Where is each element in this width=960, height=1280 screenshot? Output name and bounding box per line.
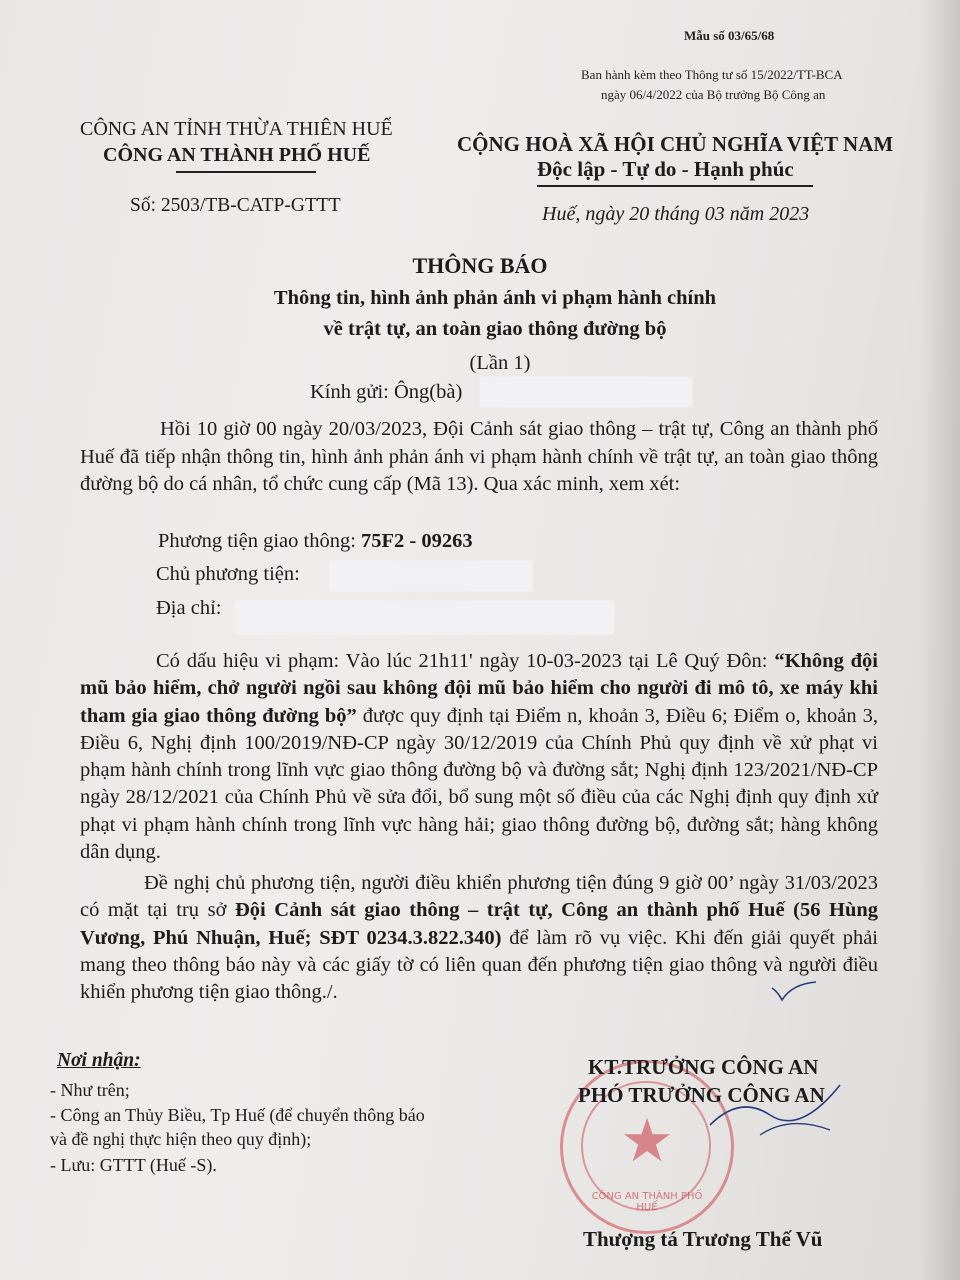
recipient-name-redacted (480, 377, 692, 407)
handwritten-check-icon (770, 978, 820, 1004)
form-number: Mẫu số 03/65/68 (684, 28, 775, 43)
stamp-text: CÔNG AN THÀNH PHỐ HUẾ (591, 1191, 703, 1213)
page-shadow (920, 0, 960, 1280)
recipient-item: - Công an Thủy Biều, Tp Huế (để chuyển thông báo (50, 1105, 425, 1125)
national-motto: Độc lập - Tự do - Hạnh phúc (537, 157, 794, 181)
place-date: Huế, ngày 20 tháng 03 năm 2023 (542, 203, 810, 225)
violation-legal-basis: được quy định tại Điểm n, khoản 3, Điều 6; Điểm o, khoản 3, Điều 6, Nghị định 100/2019/NĐ-CP ngày 30/12/2019 của Chính Phủ quy định về xử phạt vi phạm hành chính trong lĩnh vực giao thông đường bộ và đường sắt; Nghị định 123/2021/NĐ-CP ngày 28/12/2021 của Chính Phủ về sửa đổi, bổ sung một số điều của các Nghị định quy định xử phạt vi phạm hành chính trong lĩnh vực hàng hải; giao thông đường bộ, đường sắt; hàng không dân dụng. (80, 704, 878, 864)
recipient-item: và đề nghị thực hiện theo quy định); (50, 1129, 312, 1149)
violation-paragraph (80, 648, 878, 866)
vehicle-owner-label: Chủ phương tiện: (156, 563, 300, 585)
recipient-label: Kính gửi: Ông(bà) (310, 381, 463, 403)
notice-round: (Lần 1) (469, 352, 531, 374)
doc-subtitle-2: về trật tự, an toàn giao thông đường bộ (323, 318, 667, 340)
address-redacted (236, 601, 614, 634)
motto-underline (537, 185, 813, 187)
violation-lead: Có dấu hiệu vi phạm: Vào lúc 21h11' ngày 10-03-2023 tại Lê Quý Đôn: (156, 650, 775, 672)
form-issued-date: ngày 06/4/2022 của Bộ trưởng Bộ Công an (601, 87, 826, 102)
vehicle-plate-line (158, 530, 473, 553)
intro-paragraph: Hồi 10 giờ 00 ngày 20/03/2023, Đội Cảnh sát giao thông – trật tự, Công an thành phố Huế đã tiếp nhận thông tin, hình ảnh phản ánh vi phạm hành chính về trật tự, an toàn giao thông đường bộ do cá nhân, tổ chức cung cấp (Mã 13). Qua xác minh, xem xét: (80, 418, 878, 495)
recipient-item: - Như trên; (50, 1080, 130, 1100)
address-label: Địa chỉ: (156, 597, 222, 619)
country-header: CỘNG HOÀ XÃ HỘI CHỦ NGHĨA VIỆT NAM (457, 132, 894, 156)
stamp-star-icon: ★ (620, 1108, 674, 1174)
request-paragraph (80, 870, 878, 1006)
vehicle-plate-label: Phương tiện giao thông: (158, 530, 362, 552)
issuer-org: CÔNG AN THÀNH PHỐ HUẾ (103, 144, 371, 166)
form-issued-with: Ban hành kèm theo Thông tư số 15/2022/TT-BCA (581, 67, 843, 82)
document-number: Số: 2503/TB-CATP-GTTT (130, 195, 341, 216)
vehicle-owner-redacted (330, 561, 532, 591)
signature-title-1: KT.TRƯỞNG CÔNG AN (588, 1055, 819, 1079)
recipients-title: Nơi nhận: (57, 1050, 141, 1071)
doc-title: THÔNG BÁO (412, 253, 548, 278)
signer-name: Thượng tá Trương Thế Vũ (583, 1227, 823, 1251)
request-rest: để làm rõ vụ việc. Khi đến giải quyết phải mang theo thông báo này và các giấy tờ có liên quan đến phương tiện giao thông và người điều khiển phương tiện giao thông./. (80, 926, 878, 1004)
violation-quote: “Không đội mũ bảo hiểm, chở người ngồi sau không đội mũ bảo hiểm cho người đi mô tô, xe máy khi tham gia giao thông đường bộ” (80, 650, 878, 727)
recipient-item: - Lưu: GTTT (Huế -S). (50, 1155, 217, 1175)
request-place: Đội Cảnh sát giao thông – trật tự, Công an thành phố Huế (56 Hùng Vương, Phú Nhuận, Huế; SĐT 0234.3.822.340) (80, 899, 878, 949)
doc-subtitle-1: Thông tin, hình ảnh phản ánh vi phạm hành chính (273, 287, 717, 309)
signature-title-2: PHÓ TRƯỞNG CÔNG AN (578, 1083, 825, 1107)
handwritten-signature (700, 1075, 850, 1145)
request-lead: Đề nghị chủ phương tiện, người điều khiển phương tiện đúng 9 giờ 00’ ngày 31/03/2023 có mặt tại trụ sở (80, 872, 878, 922)
vehicle-plate: 75F2 - 09263 (361, 530, 473, 552)
issuer-parent-org: CÔNG AN TỈNH THỪA THIÊN HUẾ (80, 118, 393, 140)
issuer-underline (176, 171, 316, 173)
